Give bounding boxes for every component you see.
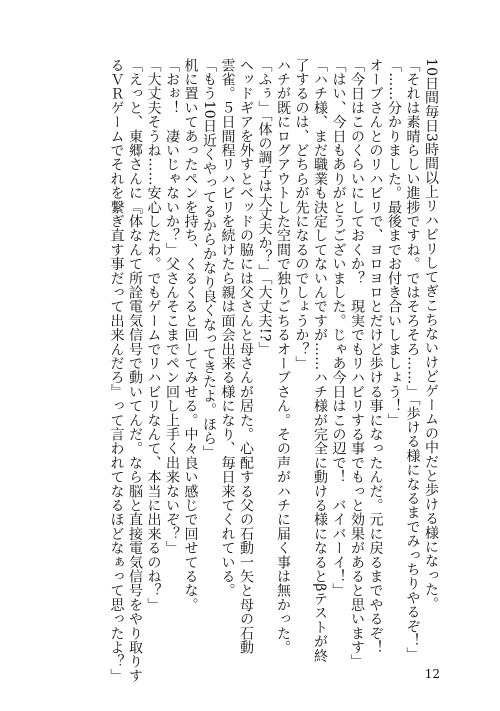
text-line: 「えっと、東郷さんに『体なんて所詮電気信号で動いてんだ。なら脳と直接電気信号をやり取りす	[127, 58, 143, 683]
text-line: 「それは素晴らしい進捗ですね。ではそろそろ……」「歩ける様になるまでみっちりやるぞ！」	[404, 58, 421, 662]
text-line: 雲雀。５日間程リハビリを続けたら親は面会出来る様になり、毎日来てくれている。	[219, 58, 236, 598]
text-line: 「ハチ様、まだ職業も決定してないんですが……ハチ様が完全に動ける様になるとβテストが終	[312, 58, 328, 663]
page-number: 12	[424, 667, 440, 681]
text-line: 10日間毎日3時間以上リハビリしてぎこちないけどゲームの中だと歩ける様になった。	[423, 58, 439, 611]
text-line: 机に置いてあったペンを持ち、くるくると回してみせる。中々良い感じで回せてるな。	[182, 58, 199, 612]
text-line: 「おぉ！ 凄いじゃないか？」父さんそこまでペン回し上手く出来ないぞ？」	[164, 58, 180, 555]
text-line: 「……分かりました。最後までお付き合いしましょう！」	[386, 58, 402, 428]
text-line: 「ふぅ」「体の調子は大丈夫か？」「大丈夫!?」	[256, 58, 273, 356]
text-line: 「大丈夫そうね……安心したわ。でもゲームでリハビリなんて、本当に出来るのね？」	[145, 58, 162, 612]
text-line: 「はい、今日もありがとうございました。じゃあ今日はこの辺で！ バイバーイ！」	[330, 58, 347, 598]
text-line: ハチが既にログアウトした空間で独りごちるオーブさん。その声がハチに届く事は無かった。	[275, 58, 291, 655]
text-line: 「もう10日近くやってるからかなり良くなってきたよ。ほら」	[201, 58, 217, 460]
text-line: ヘッドギアを外すとベッドの脇には父さんと母さんが居た。心配する父の石動一矢と母の石動	[238, 58, 254, 655]
text-line: るＶＲゲームでそれを繋ぎ直す事だって出来んだろ』って言われてなるほどなぁって思ったよ？」	[108, 58, 125, 683]
text-line: 「今日はこのくらいにしておくか？ 現実でもリハビリする事でもっと効果があると思います」	[349, 58, 365, 669]
text-line: オーブさんとのリハビリで、ヨロヨロとだけど歩ける事になったんだ。元に戻るまでやるぞ！	[367, 58, 384, 655]
text-line: 了するのは、どちらが先になるのでしょうか？」	[293, 58, 310, 371]
